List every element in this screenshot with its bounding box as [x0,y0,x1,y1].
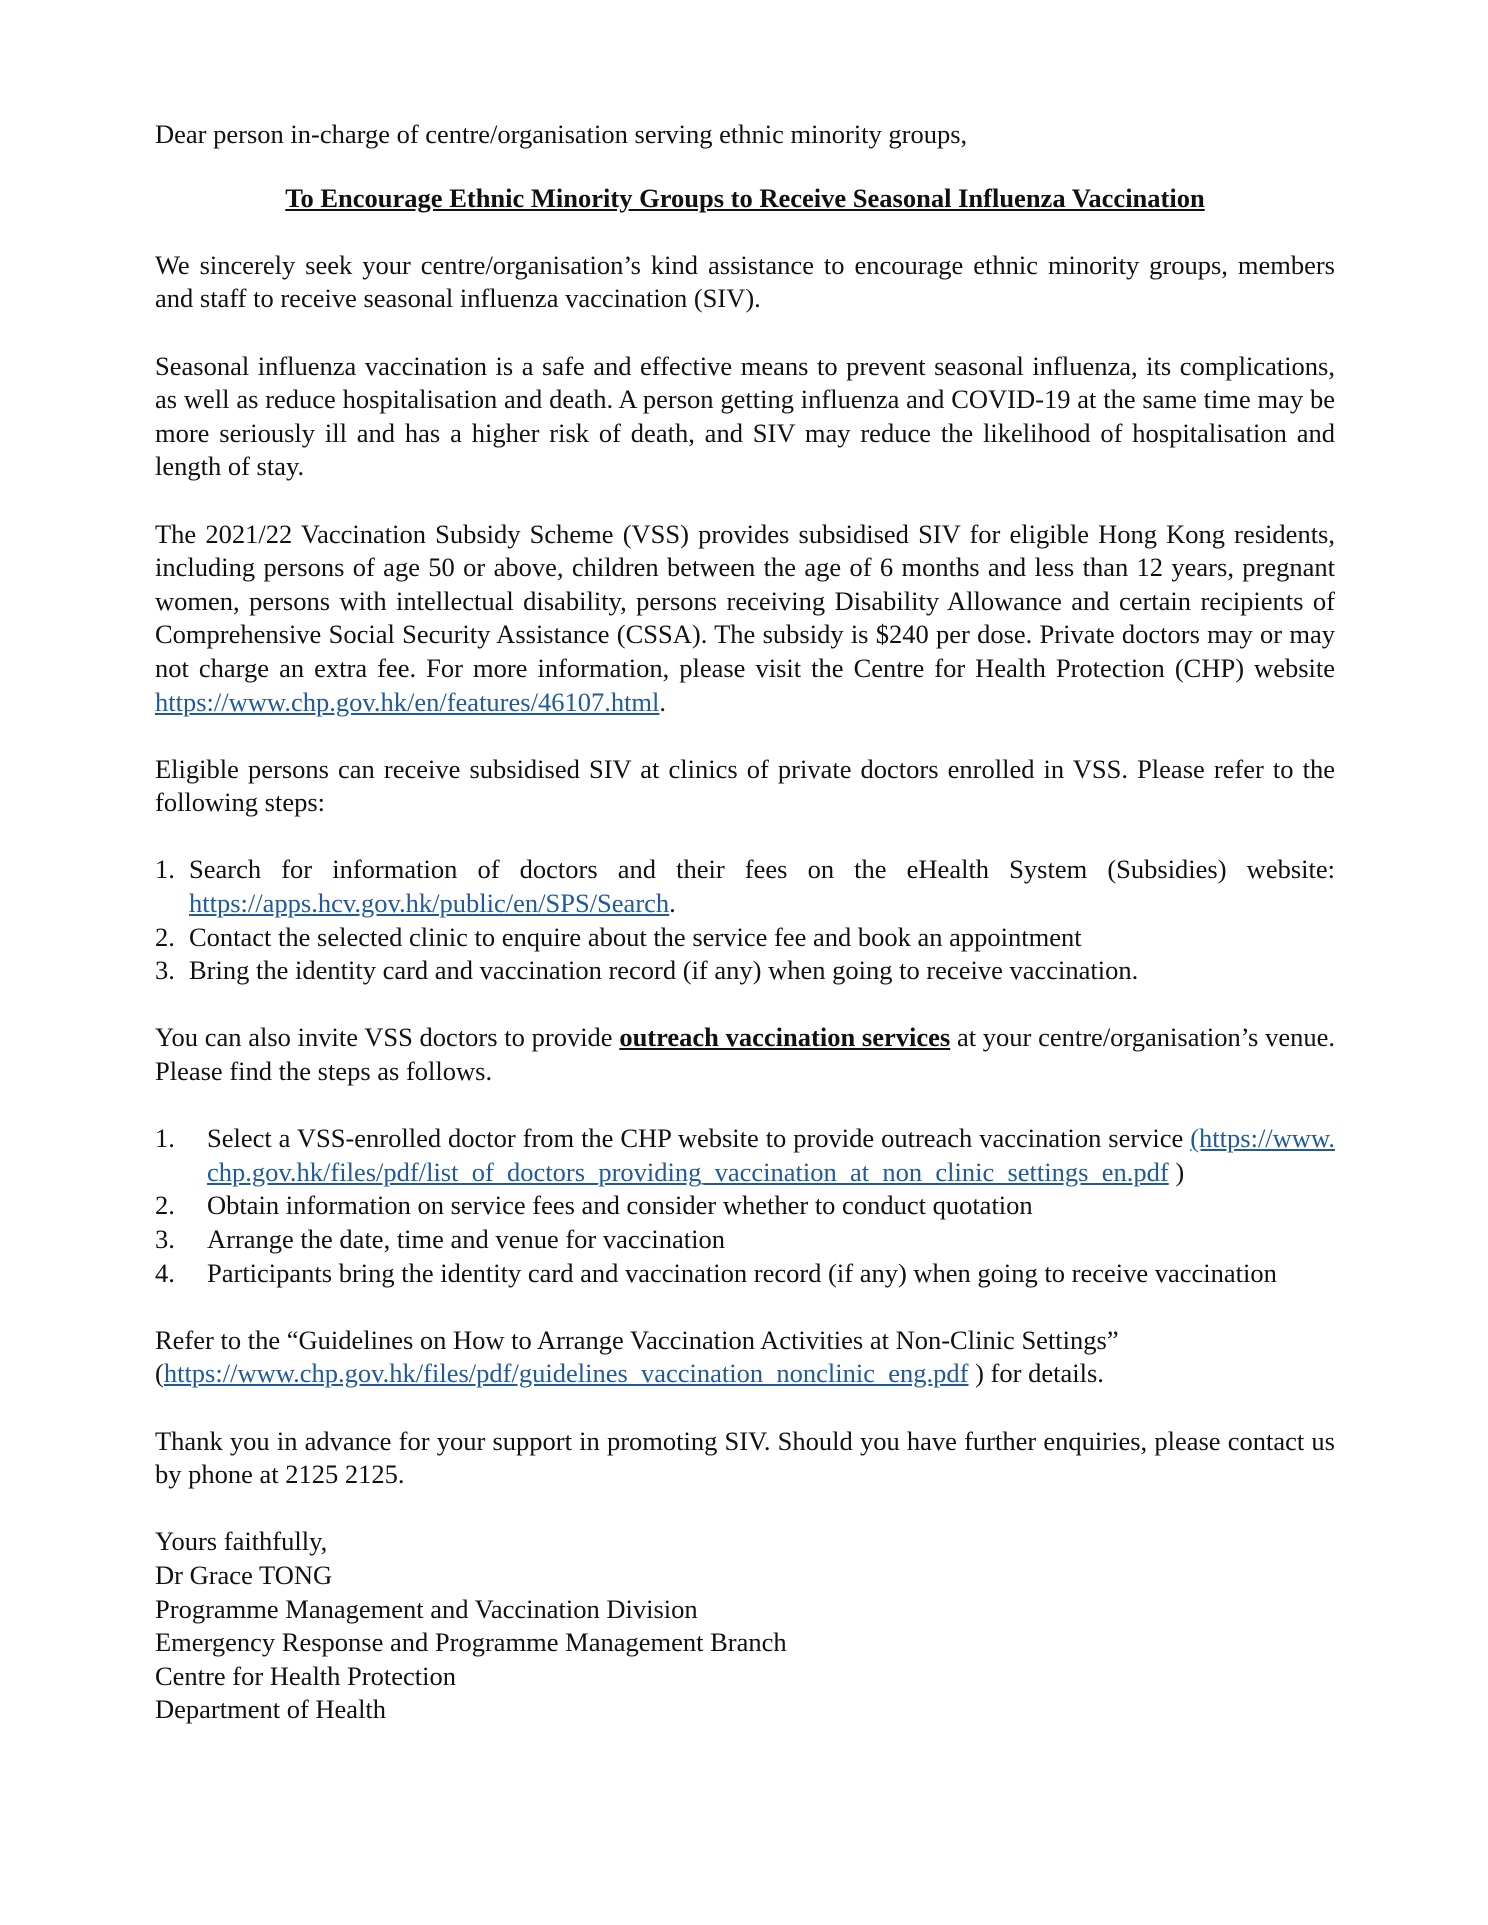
list-item-end: ) [1168,1156,1185,1187]
list-item-number: 2. [155,1190,175,1221]
list-item-number: 2. [155,921,175,952]
guidelines-open-paren: ( [155,1358,164,1389]
list-item-text: Arrange the date, time and venue for vaccination [207,1224,725,1254]
list-item-text: Select a VSS-enrolled doctor from the CHP website to provide outreach vaccination service [207,1123,1191,1154]
guidelines-end: ) for details. [968,1358,1104,1389]
clinic-steps-list [155,853,1335,987]
closing: Yours faithfully, [155,1526,328,1557]
list-item [155,921,1335,955]
paragraph-vss-end: . [659,686,667,717]
paragraph-guidelines [155,1324,1335,1391]
guidelines-link-line [155,1357,1335,1391]
signatory-division: Programme Management and Vaccination Division [155,1593,698,1624]
paragraph-outreach [155,1021,1335,1088]
list-item-text: Bring the identity card and vaccination record (if any) when going to receive vaccination. [189,955,1139,986]
paragraph-eligible: Eligible persons can receive subsidised SIV at clinics of private doctors enrolled in VSS. Please refer to the following steps: [155,753,1335,818]
salutation: Dear person in-charge of centre/organisation serving ethnic minority groups, [155,119,968,149]
signatory-department: Department of Health [155,1694,387,1725]
list-item-text: Participants bring the identity card and vaccination record (if any) when going to receive vaccination [207,1257,1277,1288]
list-item-text: Obtain information on service fees and consider whether to conduct quotation [207,1190,1033,1221]
list-item [155,954,1335,988]
paragraph-vss-text: The 2021/22 Vaccination Subsidy Scheme (VSS) provides subsidised SIV for eligible Hong Kong residents, including persons of age 50 or above, children between the age of 6 months and less than 12 years, pregnant women, persons with intellectual disability, persons receiving Disability Allowance and certain recipients of Comprehensive Social Security Assistance (CSSA). The subsidy is $240 per dose. Private doctors may or may not charge an extra fee. For more information, please visit the Centre for Health Protection (CHP) website [155,518,1335,683]
letter [155,118,1335,1727]
guidelines-line: Refer to the “Guidelines on How to Arrange Vaccination Activities at Non-Clinic Settings” [155,1324,1119,1355]
letter-title: To Encourage Ethnic Minority Groups to Receive Seasonal Influenza Vaccination [285,182,1205,213]
paragraph-request: We sincerely seek your centre/organisation’s kind assistance to encourage ethnic minority groups, members and staff to receive seasonal influenza vaccination (SIV). [155,249,1335,314]
list-item-text: Search for information of doctors and their fees on the eHealth System (Subsidies) website: [189,854,1335,885]
paragraph-outreach-text: You can also invite VSS doctors to provide [155,1022,620,1053]
signatory-name: Dr Grace TONG [155,1559,333,1590]
list-item-text: Contact the selected clinic to enquire about the service fee and book an appointment [189,921,1082,952]
outreach-steps-list [155,1122,1335,1290]
paragraph-vss [155,518,1335,720]
outreach-emphasis: outreach vaccination services [619,1022,951,1053]
list-item-number: 1. [155,1123,175,1154]
list-item [155,1257,1335,1291]
list-item-end: . [669,888,676,919]
list-item [155,1223,1335,1257]
paragraph-outreach-end: at your centre/organisation’s venue. Please find the steps as follows. [155,1022,1335,1087]
list-item-number: 1. [155,854,175,885]
signatory-centre: Centre for Health Protection [155,1660,456,1691]
list-item-number: 3. [155,955,175,986]
guidelines-pdf-link[interactable]: https://www.chp.gov.hk/files/pdf/guidelines_vaccination_nonclinic_eng.pdf [163,1358,969,1389]
list-item [155,1189,1335,1223]
list-item [155,1122,1335,1189]
doctors-list-pdf-link[interactable]: (https://www.chp.gov.hk/files/pdf/list_of_doctors_providing_vaccination_at_non_clinic_settings_en.pdf [207,1123,1335,1187]
paragraph-siv-benefits: Seasonal influenza vaccination is a safe and effective means to prevent seasonal influenza, its complications, as well as reduce hospitalisation and death. A person getting influenza and COVID-19 at the same time may be more seriously ill and has a higher risk of death, and SIV may reduce the likelihood of hospitalisation and length of stay. [155,350,1335,482]
list-item [155,853,1335,920]
signatory-branch: Emergency Response and Programme Management Branch [155,1627,787,1658]
signature-block [155,1525,1335,1727]
ehealth-search-link[interactable]: https://apps.hcv.gov.hk/public/en/SPS/Search [189,888,670,919]
list-item-number: 4. [155,1257,175,1288]
list-item-number: 3. [155,1224,175,1254]
chp-features-link[interactable]: https://www.chp.gov.hk/en/features/46107.html [155,686,660,717]
paragraph-thanks: Thank you in advance for your support in promoting SIV. Should you have further enquiries, please contact us by phone at 2125 2125. [155,1425,1335,1490]
